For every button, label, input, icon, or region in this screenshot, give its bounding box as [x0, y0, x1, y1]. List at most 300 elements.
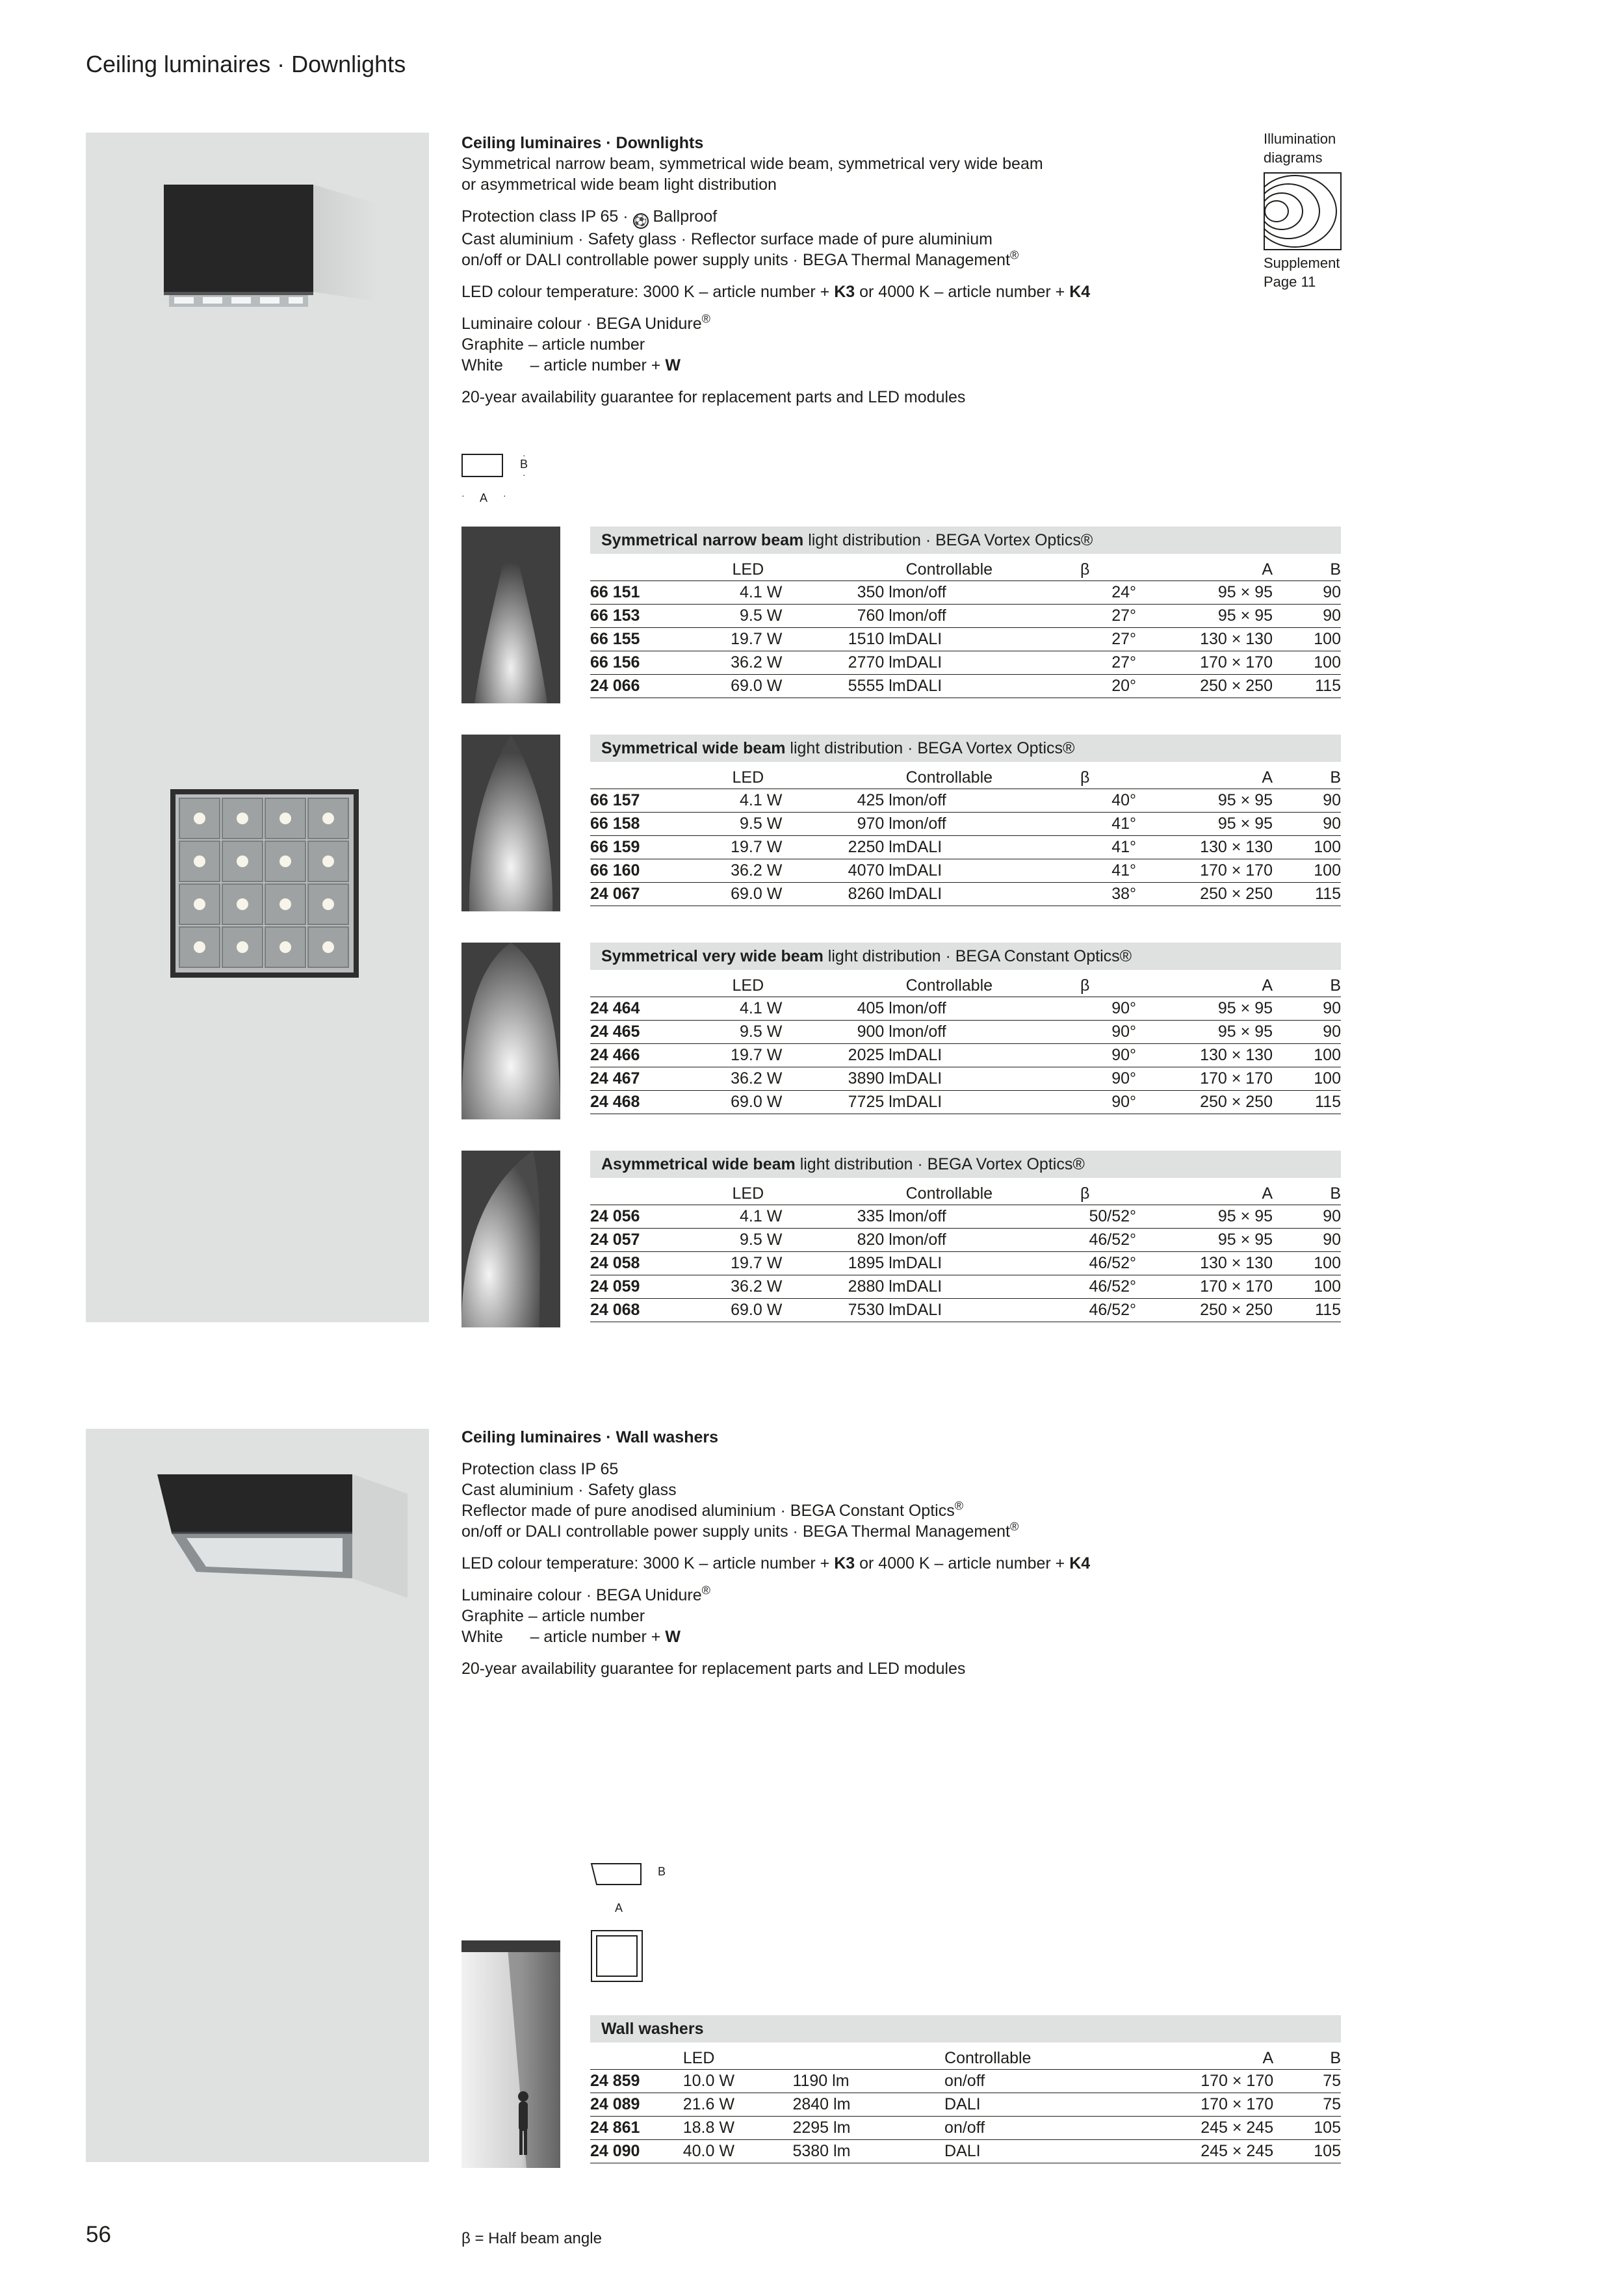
table-cell: DALI [906, 1091, 1034, 1114]
table-row [590, 1044, 1341, 1067]
column-header: B [1330, 976, 1341, 995]
table-cell: DALI [906, 883, 1034, 906]
table-cell: 95 × 95 [1136, 789, 1273, 813]
table-cell: 27° [1034, 651, 1137, 675]
dimension-box-icon [461, 454, 503, 477]
column-header: A [1262, 2049, 1274, 2067]
ballproof-text: Ballproof [648, 207, 718, 226]
table-cell: 90° [1034, 1067, 1137, 1091]
table-cell: on/off [906, 1021, 1034, 1044]
wallwasher-table-title: Wall washers [601, 2020, 704, 2038]
ww-luminaire-colour-heading: Luminaire colour · BEGA Unidure [461, 1586, 702, 1604]
ww-material-text: Cast aluminium · Safety glass [461, 1481, 677, 1499]
table-title-rest: light distribution · BEGA Vortex Optics® [795, 1155, 1085, 1173]
table-cell: 9.5 W [714, 813, 782, 836]
table-cell: 41° [1034, 836, 1137, 859]
table-row [590, 1021, 1341, 1044]
ballproof-icon: ⚽ [633, 213, 649, 229]
table-cell: 100 [1273, 836, 1341, 859]
column-header: LED [732, 1184, 764, 1203]
column-header: β [1080, 560, 1090, 579]
table-cell: 90 [1273, 1229, 1341, 1252]
table-cell: DALI [906, 1299, 1034, 1322]
table-row [590, 1275, 1341, 1299]
table-cell: 95 × 95 [1136, 1229, 1273, 1252]
article-number: 24 067 [590, 883, 714, 906]
wallwasher-spec-block: Ceiling luminaires · Wall washers Protection class IP 65 Cast aluminium · Safety glass Reflector made of pure anodised aluminium · BEGA Constant Optics® on/off or DALI controllable power supply units · BEGA Thermal Management® LED colour temperature: 3000 K – article number + K3 or 4000 K – article number + K4 Luminaire colour · BEGA Unidure® Graphite – article number White – article number + W 20-year availability guarantee for replacement parts and LED modules [461, 1427, 1209, 1690]
article-number: 24 057 [590, 1229, 714, 1252]
k4-code: K4 [1069, 283, 1091, 301]
article-number: 24 090 [590, 2140, 683, 2163]
table-title-bold: Symmetrical very wide beam [601, 947, 824, 965]
table-cell: 90 [1273, 997, 1341, 1021]
downlight-side-view-image [164, 178, 385, 328]
table-cell: 900 lm [782, 1021, 905, 1044]
table-cell: 95 × 95 [1136, 1205, 1273, 1229]
table-cell: DALI [906, 836, 1034, 859]
wallwasher-bottom-icon [590, 1929, 645, 1984]
illumination-diagram-icon [1264, 172, 1342, 250]
table-cell: 4.1 W [714, 997, 782, 1021]
article-number: 24 464 [590, 997, 714, 1021]
column-header: Controllable [905, 560, 993, 579]
ww-graphite-text: Graphite – article number [461, 1607, 645, 1625]
table-cell: 90 [1273, 581, 1341, 605]
table-cell: 170 × 170 [1136, 651, 1273, 675]
ww-reflector-text: Reflector made of pure anodised aluminium · BEGA Constant Optics [461, 1502, 955, 1520]
table-cell: 27° [1034, 605, 1137, 628]
column-header: LED [732, 976, 764, 995]
table-cell: 245 × 245 [1155, 2140, 1273, 2163]
table-title [590, 735, 1341, 762]
table-cell: 425 lm [782, 789, 905, 813]
table-title [590, 527, 1341, 554]
article-number: 66 153 [590, 605, 714, 628]
column-header [782, 559, 905, 581]
table-cell: 405 lm [782, 997, 905, 1021]
column-header: Controllable [905, 1184, 993, 1203]
table-cell: 100 [1273, 1252, 1341, 1275]
table-cell: on/off [906, 1229, 1034, 1252]
k3-code: K3 [834, 283, 855, 301]
table-cell: 250 × 250 [1136, 883, 1273, 906]
table-cell: 250 × 250 [1136, 675, 1273, 698]
table-cell: 27° [1034, 628, 1137, 651]
table-cell: 4.1 W [714, 581, 782, 605]
table-cell: on/off [906, 581, 1034, 605]
downlight-spec-block: Ceiling luminaires · Downlights Symmetrical narrow beam, symmetrical wide beam, symmetrical very wide beam or asymmetrical wide beam light distribution Protection class IP 65 · ⚽ Ballproof Cast aluminium · Safety glass · Reflector surface made of pure aluminium on/off or DALI controllable power supply units · BEGA Thermal Management® LED colour temperature: 3000 K – article number + K3 or 4000 K – article number + K4 Luminaire colour · BEGA Unidure® Graphite – article number White – article number + W 20-year availability guarantee for replacement parts and LED modules [461, 133, 1209, 419]
table-cell: 21.6 W [683, 2093, 793, 2117]
graphite-text: Graphite – article number [461, 335, 645, 354]
column-header: B [1330, 1184, 1341, 1203]
table-cell: 130 × 130 [1136, 1252, 1273, 1275]
table-row [590, 1299, 1341, 1322]
page-title: Ceiling luminaires · Downlights [86, 51, 406, 77]
downlight-description-line1: Symmetrical narrow beam, symmetrical wide beam, symmetrical very wide beam [461, 155, 1043, 173]
table-cell: 90 [1273, 813, 1341, 836]
article-number: 24 066 [590, 675, 714, 698]
table-cell: 115 [1273, 883, 1341, 906]
article-number: 66 155 [590, 628, 714, 651]
supplement-label: Supplement [1264, 255, 1340, 271]
white-text: White – article number + [461, 356, 666, 374]
wallwasher-side-view-image [157, 1468, 411, 1611]
white-code: W [665, 356, 681, 374]
wallwasher-beam-image [461, 1940, 560, 2168]
table-cell: 170 × 170 [1136, 859, 1273, 883]
table-cell: 7530 lm [782, 1299, 905, 1322]
table-cell: 95 × 95 [1136, 813, 1273, 836]
table-cell: on/off [906, 1205, 1034, 1229]
table-row [590, 2140, 1341, 2163]
table-cell: 46/52° [1034, 1252, 1137, 1275]
table-cell: 19.7 W [714, 1044, 782, 1067]
column-header: β [1080, 1184, 1090, 1203]
ww-k3-code: K3 [834, 1554, 855, 1572]
table-cell: 760 lm [782, 605, 905, 628]
article-number: 24 059 [590, 1275, 714, 1299]
column-header: A [1262, 1184, 1273, 1203]
table-cell: 69.0 W [714, 675, 782, 698]
table-cell: 19.7 W [714, 836, 782, 859]
table-cell: 105 [1273, 2117, 1341, 2140]
article-number: 24 465 [590, 1021, 714, 1044]
table-cell: 38° [1034, 883, 1137, 906]
table-cell: 90 [1273, 1205, 1341, 1229]
table-cell: DALI [944, 2140, 1155, 2163]
table-cell: 90° [1034, 1091, 1137, 1114]
table-title-rest: light distribution · BEGA Constant Optics® [823, 947, 1132, 965]
column-header: Controllable [905, 768, 993, 787]
protection-class-text: Protection class IP 65 · [461, 207, 633, 226]
table-row [590, 2070, 1341, 2093]
table-cell: 69.0 W [714, 883, 782, 906]
article-number: 24 056 [590, 1205, 714, 1229]
column-header: B [1330, 768, 1341, 787]
table-cell: 245 × 245 [1155, 2117, 1273, 2140]
table-cell: 970 lm [782, 813, 905, 836]
table-cell: on/off [906, 789, 1034, 813]
table-cell: 50/52° [1034, 1205, 1137, 1229]
table-cell: 41° [1034, 859, 1137, 883]
asymmetrical-beam-table [590, 1151, 1341, 1322]
wallwasher-heading: Ceiling luminaires · Wall washers [461, 1428, 719, 1446]
ww-dimension-a-label: A [615, 1901, 623, 1914]
dimension-b-label: B [520, 458, 528, 471]
table-title-bold: Symmetrical narrow beam [601, 531, 804, 549]
ww-white-code: W [665, 1628, 681, 1646]
table-cell: 5555 lm [782, 675, 905, 698]
table-row [590, 2117, 1341, 2140]
table-row [590, 675, 1341, 698]
page-number: 56 [86, 2222, 111, 2247]
column-header [590, 2048, 683, 2070]
column-header: LED [732, 768, 764, 787]
article-number: 66 159 [590, 836, 714, 859]
table-row [590, 789, 1341, 813]
table-cell: DALI [906, 859, 1034, 883]
article-number: 66 151 [590, 581, 714, 605]
table-cell: 130 × 130 [1136, 1044, 1273, 1067]
article-number: 66 157 [590, 789, 714, 813]
table-cell: 4.1 W [714, 1205, 782, 1229]
article-number: 24 467 [590, 1067, 714, 1091]
table-cell: 90 [1273, 1021, 1341, 1044]
material-text: Cast aluminium · Safety glass · Reflector surface made of pure aluminium [461, 230, 993, 248]
column-header [792, 2048, 944, 2070]
table-row [590, 836, 1341, 859]
ww-led-colour-temp-text: LED colour temperature: 3000 K – article number + [461, 1554, 835, 1572]
table-cell: 19.7 W [714, 1252, 782, 1275]
table-cell: DALI [906, 1067, 1034, 1091]
led-colour-temp-mid: or 4000 K – article number + [855, 283, 1070, 301]
article-number: 66 158 [590, 813, 714, 836]
table-row [590, 1252, 1341, 1275]
table-cell: DALI [906, 1252, 1034, 1275]
article-number: 24 089 [590, 2093, 683, 2117]
table-cell: 75 [1273, 2070, 1341, 2093]
column-header: A [1262, 560, 1273, 579]
table-cell: on/off [906, 605, 1034, 628]
table-row [590, 651, 1341, 675]
luminaire-colour-heading: Luminaire colour · BEGA Unidure [461, 315, 702, 333]
table-cell: 90° [1034, 1021, 1137, 1044]
table-cell: 75 [1273, 2093, 1341, 2117]
table-cell: 250 × 250 [1136, 1299, 1273, 1322]
table-row [590, 997, 1341, 1021]
table-cell: 90° [1034, 1044, 1137, 1067]
table-row [590, 581, 1341, 605]
table-row [590, 883, 1341, 906]
article-number: 24 861 [590, 2117, 683, 2140]
ww-white-text: White – article number + [461, 1628, 666, 1646]
table-cell: 3890 lm [782, 1067, 905, 1091]
column-header [590, 975, 714, 997]
table-row [590, 605, 1341, 628]
ww-guarantee-text: 20-year availability guarantee for replacement parts and LED modules [461, 1660, 966, 1678]
table-cell: 20° [1034, 675, 1137, 698]
table-cell: 4.1 W [714, 789, 782, 813]
downlight-bottom-view-image [170, 789, 359, 978]
table-cell: 100 [1273, 1044, 1341, 1067]
table-cell: 4070 lm [782, 859, 905, 883]
downlight-heading: Ceiling luminaires · Downlights [461, 134, 704, 152]
column-header: LED [732, 560, 764, 579]
column-header: B [1330, 560, 1341, 579]
table-row [590, 1205, 1341, 1229]
column-header [590, 767, 714, 789]
table-title [590, 943, 1341, 970]
column-header [590, 559, 714, 581]
table-cell: 170 × 170 [1136, 1275, 1273, 1299]
table-cell: DALI [944, 2093, 1155, 2117]
ww-power-supply-text: on/off or DALI controllable power supply units · BEGA Thermal Management [461, 1522, 1010, 1541]
ww-dimension-b-label: B [658, 1865, 666, 1878]
footnote-half-beam-angle: β = Half beam angle [461, 2230, 602, 2247]
table-cell: 350 lm [782, 581, 905, 605]
table-cell: 5380 lm [792, 2140, 944, 2163]
table-title [590, 1151, 1341, 1178]
table-cell: 115 [1273, 1091, 1341, 1114]
table-cell: 36.2 W [714, 651, 782, 675]
table-cell: 130 × 130 [1136, 836, 1273, 859]
table-cell: 115 [1273, 1299, 1341, 1322]
table-cell: 1510 lm [782, 628, 905, 651]
table-cell: 2770 lm [782, 651, 905, 675]
column-header: A [1262, 768, 1273, 787]
table-cell: on/off [944, 2070, 1155, 2093]
ww-k4-code: K4 [1069, 1554, 1091, 1572]
table-cell: 90 [1273, 605, 1341, 628]
table-row [590, 813, 1341, 836]
downlight-description-line2: or asymmetrical wide beam light distribution [461, 176, 777, 194]
article-number: 24 468 [590, 1091, 714, 1114]
asymmetrical-beam-image [461, 1151, 560, 1327]
table-cell: 820 lm [782, 1229, 905, 1252]
table-cell: DALI [906, 651, 1034, 675]
table-cell: 2880 lm [782, 1275, 905, 1299]
table-title-rest: light distribution · BEGA Vortex Optics® [785, 739, 1075, 757]
dimension-a-label: A [480, 491, 488, 504]
table-row [590, 628, 1341, 651]
table-cell: 69.0 W [714, 1299, 782, 1322]
table-cell: 9.5 W [714, 605, 782, 628]
table-cell: 2025 lm [782, 1044, 905, 1067]
very-wide-beam-image [461, 943, 560, 1119]
table-cell: 46/52° [1034, 1229, 1137, 1252]
supplement-reference [1264, 254, 1340, 291]
narrow-beam-image [461, 527, 560, 703]
table-cell: DALI [906, 1275, 1034, 1299]
table-cell: 40° [1034, 789, 1137, 813]
table-cell: on/off [906, 997, 1034, 1021]
article-number: 66 160 [590, 859, 714, 883]
table-cell: 10.0 W [683, 2070, 793, 2093]
table-cell: 95 × 95 [1136, 997, 1273, 1021]
table-cell: 100 [1273, 1067, 1341, 1091]
wallwasher-profile-icon [590, 1862, 642, 1886]
table-cell: 95 × 95 [1136, 1021, 1273, 1044]
table-cell: 90 [1273, 789, 1341, 813]
table-cell: 24° [1034, 581, 1137, 605]
column-header [782, 975, 905, 997]
downlight-product-panel [86, 133, 429, 1322]
power-supply-text: on/off or DALI controllable power supply units · BEGA Thermal Management [461, 251, 1010, 269]
wide-beam-image [461, 735, 560, 911]
article-number: 24 859 [590, 2070, 683, 2093]
article-number: 24 058 [590, 1252, 714, 1275]
table-cell: 1895 lm [782, 1252, 905, 1275]
table-cell: 46/52° [1034, 1275, 1137, 1299]
narrow-beam-table [590, 527, 1341, 698]
table-cell: 2295 lm [792, 2117, 944, 2140]
table-cell: 69.0 W [714, 1091, 782, 1114]
column-header: β [1080, 976, 1090, 995]
led-colour-temp-text: LED colour temperature: 3000 K – article number + [461, 283, 835, 301]
table-cell: 9.5 W [714, 1229, 782, 1252]
column-header: A [1262, 976, 1273, 995]
table-cell: DALI [906, 1044, 1034, 1067]
table-cell: 170 × 170 [1155, 2070, 1273, 2093]
very-wide-beam-table [590, 943, 1341, 1114]
table-cell: 1190 lm [792, 2070, 944, 2093]
wallwasher-product-panel [86, 1429, 429, 2162]
guarantee-text: 20-year availability guarantee for replacement parts and LED modules [461, 388, 966, 406]
supplement-page: Page 11 [1264, 274, 1316, 290]
article-number: 24 466 [590, 1044, 714, 1067]
table-cell: 100 [1273, 628, 1341, 651]
table-title-bold: Symmetrical wide beam [601, 739, 786, 757]
table-cell: 36.2 W [714, 859, 782, 883]
table-cell: 19.7 W [714, 628, 782, 651]
wallwasher-dimension-sketch [590, 1856, 666, 1918]
table-cell: 18.8 W [683, 2117, 793, 2140]
table-row [590, 1091, 1341, 1114]
table-cell: 335 lm [782, 1205, 905, 1229]
table-cell: 7725 lm [782, 1091, 905, 1114]
table-row [590, 2093, 1341, 2117]
wide-beam-table [590, 735, 1341, 906]
table-cell: 2250 lm [782, 836, 905, 859]
table-cell: 46/52° [1034, 1299, 1137, 1322]
table-cell: DALI [906, 675, 1034, 698]
table-title-bold: Asymmetrical wide beam [601, 1155, 796, 1173]
table-cell: 2840 lm [792, 2093, 944, 2117]
table-cell: 250 × 250 [1136, 1091, 1273, 1114]
table-cell: 41° [1034, 813, 1137, 836]
table-row [590, 859, 1341, 883]
column-header [782, 767, 905, 789]
ww-protection-text: Protection class IP 65 [461, 1460, 619, 1478]
article-number: 24 068 [590, 1299, 714, 1322]
table-cell: 100 [1273, 1275, 1341, 1299]
column-header: Controllable [905, 976, 993, 995]
column-header: B [1330, 2049, 1341, 2067]
column-header: Controllable [944, 2049, 1032, 2067]
table-cell: 100 [1273, 859, 1341, 883]
table-cell: 115 [1273, 675, 1341, 698]
table-cell: 100 [1273, 651, 1341, 675]
illumination-label-line2: diagrams [1264, 150, 1323, 166]
illumination-label-line1: Illumination [1264, 131, 1336, 147]
downlight-dimension-sketch: B A · · · · [461, 450, 528, 504]
table-cell: on/off [944, 2117, 1155, 2140]
table-cell: 36.2 W [714, 1067, 782, 1091]
table-cell: 130 × 130 [1136, 628, 1273, 651]
table-cell: 40.0 W [683, 2140, 793, 2163]
ww-led-colour-temp-mid: or 4000 K – article number + [855, 1554, 1070, 1572]
table-cell: 170 × 170 [1155, 2093, 1273, 2117]
table-cell: 170 × 170 [1136, 1067, 1273, 1091]
table-title-rest: light distribution · BEGA Vortex Optics® [803, 531, 1093, 549]
table-cell: 105 [1273, 2140, 1341, 2163]
column-header: β [1080, 768, 1090, 787]
table-cell: on/off [906, 813, 1034, 836]
wallwasher-table [590, 2015, 1341, 2163]
article-number: 66 156 [590, 651, 714, 675]
illumination-diagrams-label [1264, 129, 1336, 167]
column-header: LED [682, 2049, 715, 2067]
column-header [590, 1183, 714, 1205]
table-cell: 8260 lm [782, 883, 905, 906]
table-cell: 9.5 W [714, 1021, 782, 1044]
table-row [590, 1229, 1341, 1252]
table-cell: 36.2 W [714, 1275, 782, 1299]
column-header [782, 1183, 905, 1205]
table-cell: 95 × 95 [1136, 605, 1273, 628]
table-row [590, 1067, 1341, 1091]
table-cell: DALI [906, 628, 1034, 651]
